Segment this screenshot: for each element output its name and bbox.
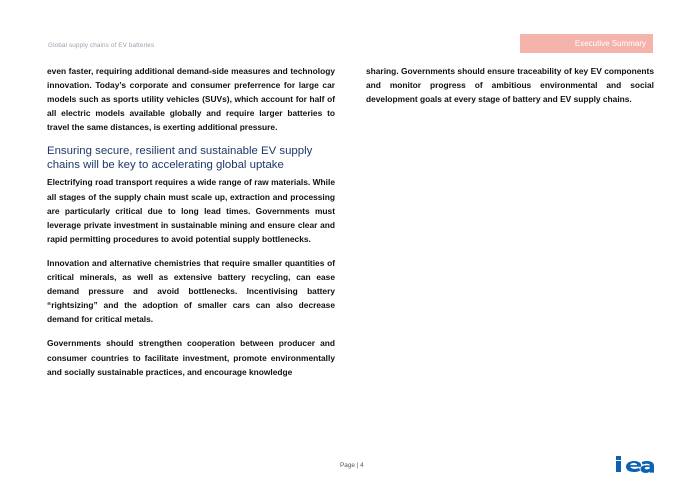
left-paragraph-1: even faster, requiring additional demand-side measures and technology innovation. Today’s corporate and consumer preferrence for large car models such as sports utility vehicles (SUVs), which account for half of all electric models available globally and require larger batteries to travel the same distances, is exerting additional pressure. (47, 66, 335, 133)
right-column (366, 64, 654, 116)
iea-logo-icon (615, 455, 655, 473)
right-paragraph-1: sharing. Governments should ensure traceability of key EV components and monitor progress of ambitious environmental and social development goals at every stage of battery and EV supply chains. (366, 66, 654, 105)
document-title: Global supply chains of EV batteries (48, 42, 155, 49)
left-column (47, 64, 335, 389)
page-number: Page | 4 (340, 462, 364, 469)
section-heading: Ensuring secure, resilient and sustainable EV supply chains will be key to accelerating global uptake (47, 145, 313, 172)
left-paragraph-4: Governments should strengthen cooperation between producer and consumer countries to facilitate investment, promote environmentally and socially sustainable practices, and encourage knowledge (47, 338, 335, 377)
left-paragraph-2: Electrifying road transport requires a wide range of raw materials. While all stages of the supply chain must scale up, extraction and processing are particularly critical due to long lead times. Governments must leverage private investment in sustainable mining and ensure clear and rapid permitting procedures to avoid potential supply bottlenecks. (47, 177, 335, 244)
section-tag: Executive Summary (520, 34, 653, 53)
left-paragraph-3: Innovation and alternative chemistries that require smaller quantities of critical minerals, as well as extensive battery recycling, can ease demand pressure and avoid bottlenecks. Incentivising battery “rightsizing” and the adoption of smaller cars can also decrease demand for critical metals. (47, 257, 335, 325)
